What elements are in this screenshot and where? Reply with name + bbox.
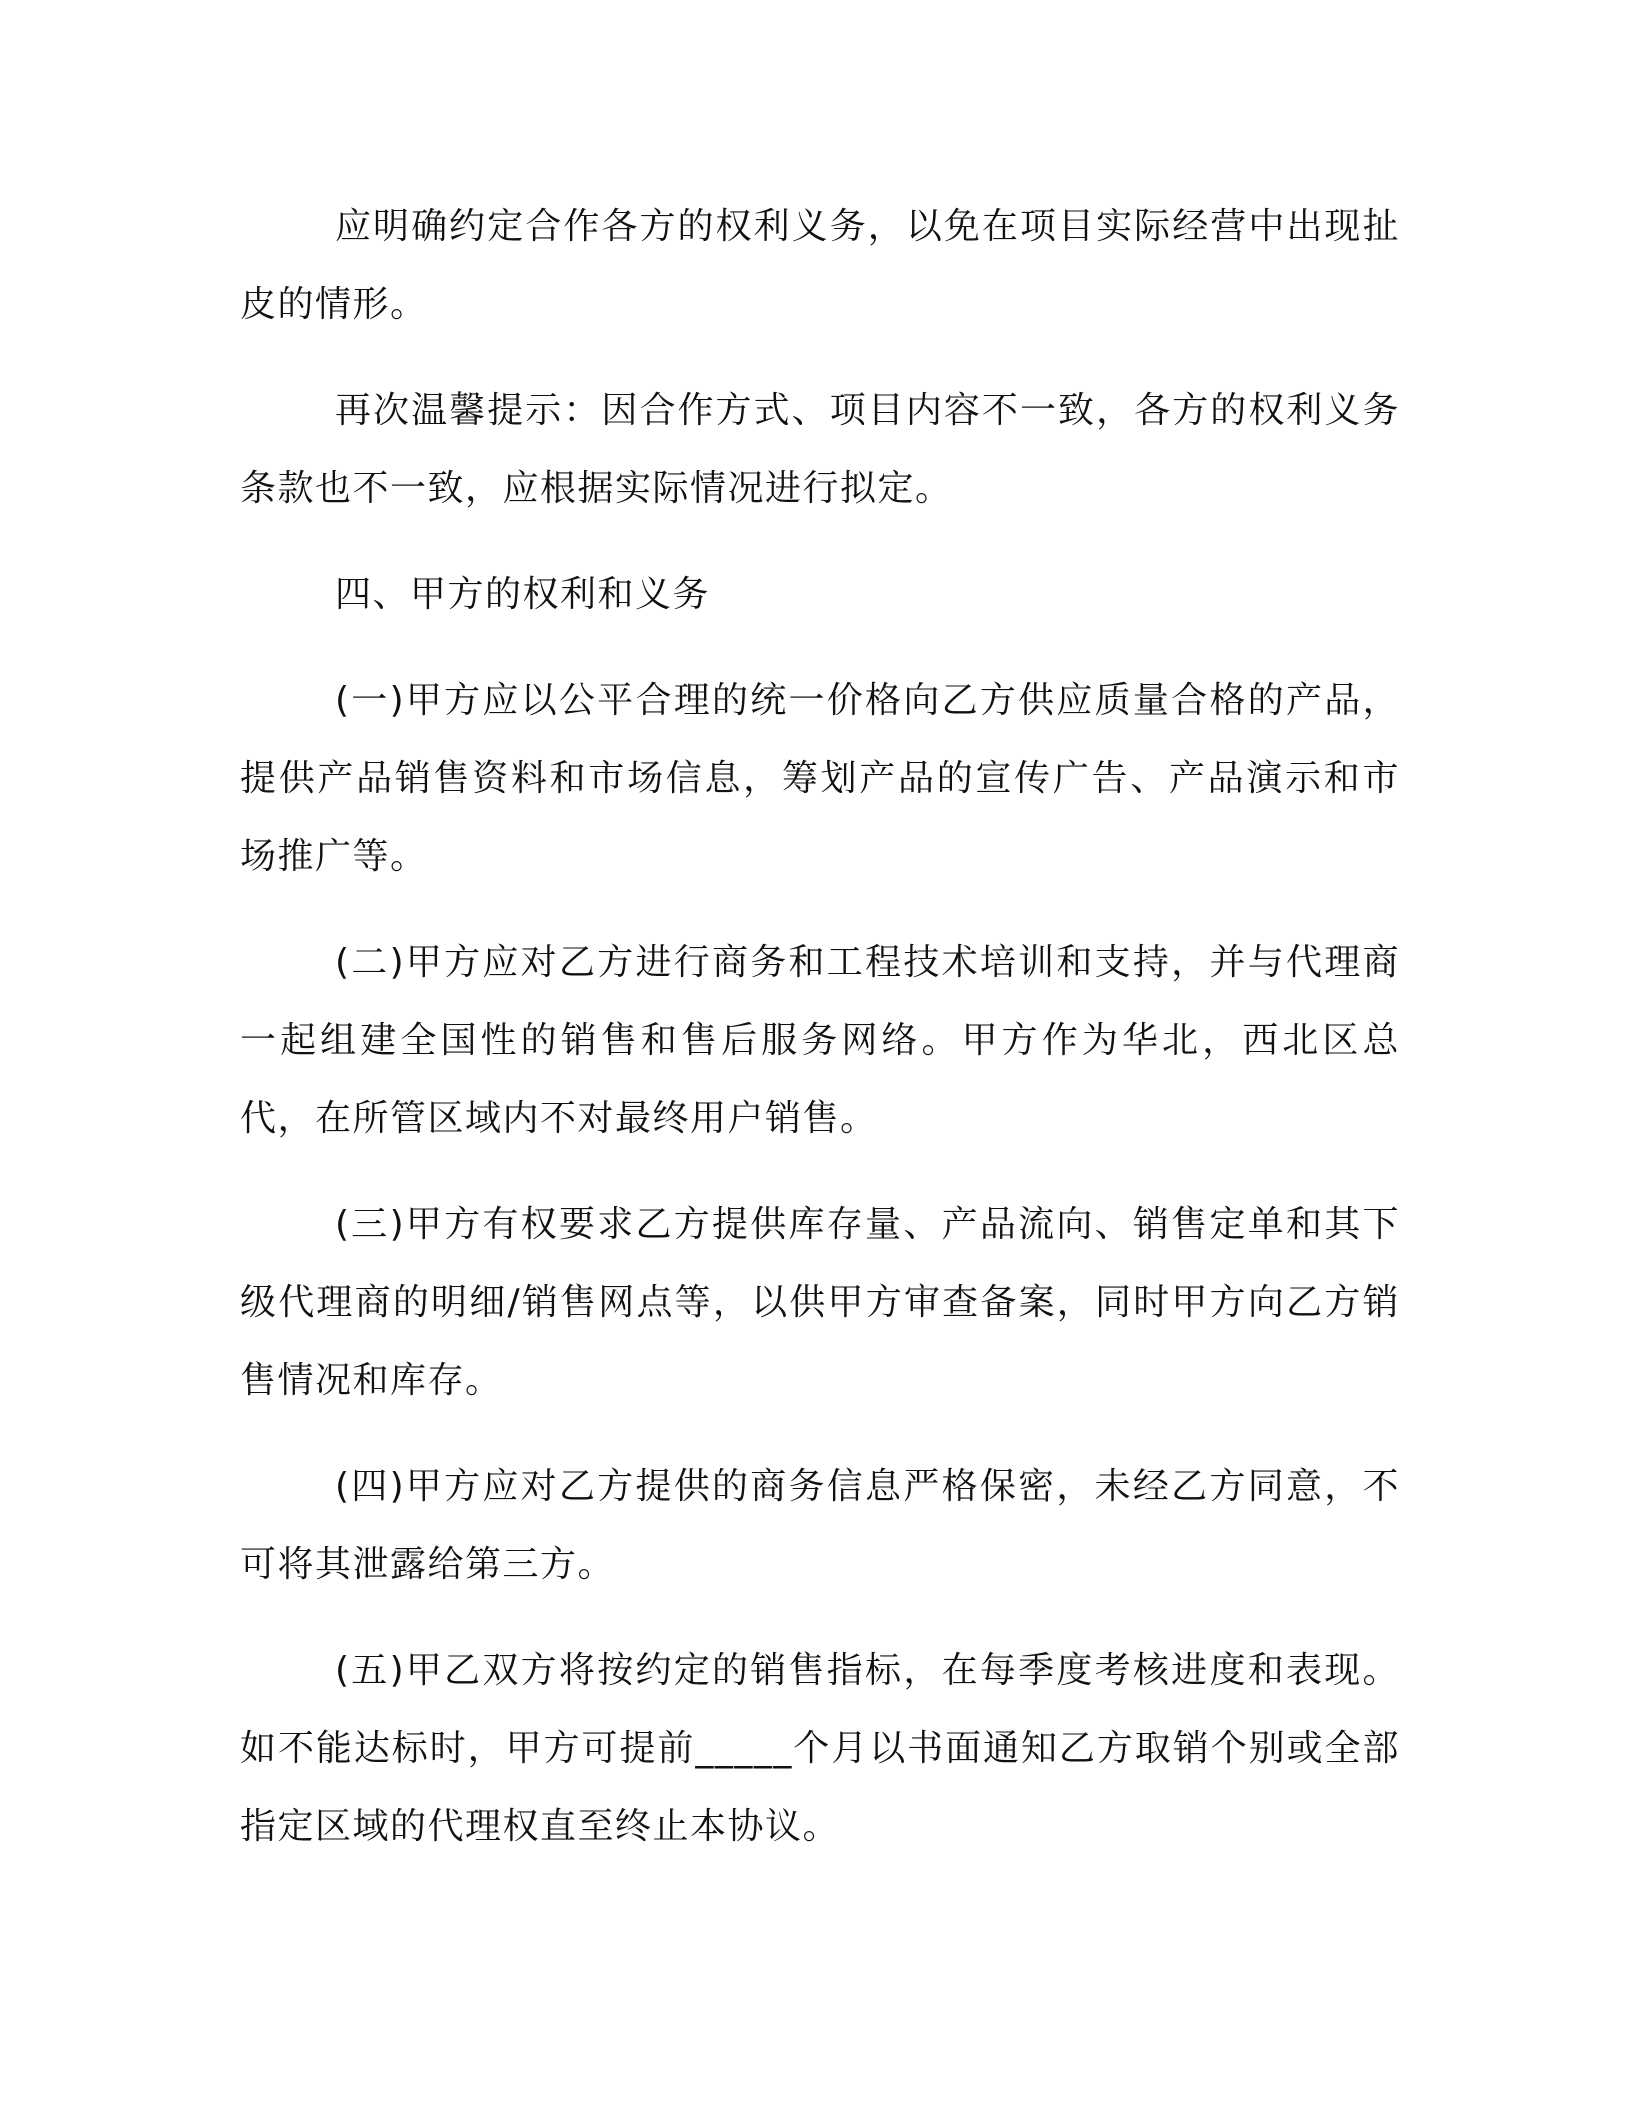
clause-5: (五)甲乙双方将按约定的销售指标，在每季度考核进度和表现。如不能达标时，甲方可提前_____个月以书面通知乙方取销个别或全部指定区域的代理权直至终止本协议。 [240,1650,1400,1847]
clause-4: (四)甲方应对乙方提供的商务信息严格保密，未经乙方同意，不可将其泄露给第三方。 [240,1466,1400,1585]
section-heading-party-a: 四、甲方的权利和义务 [335,574,711,615]
clause-1: (一)甲方应以公平合理的统一价格向乙方供应质量合格的产品，提供产品销售资料和市场信息，筹划产品的宣传广告、产品演示和市场推广等。 [240,680,1400,877]
document-body [240,188,1400,1894]
clause-2: (二)甲方应对乙方进行商务和工程技术培训和支持，并与代理商一起组建全国性的销售和售后服务网络。甲方作为华北，西北区总代，在所管区域内不对最终用户销售。 [240,942,1400,1139]
clause-3: (三)甲方有权要求乙方提供库存量、产品流向、销售定单和其下级代理商的明细/销售网点等，以供甲方审查备案，同时甲方向乙方销售情况和库存。 [240,1204,1400,1401]
paragraph-rights-obligations-intro: 应明确约定合作各方的权利义务，以免在项目实际经营中出现扯皮的情形。 [240,206,1400,325]
paragraph-reminder: 再次温馨提示：因合作方式、项目内容不一致，各方的权利义务条款也不一致，应根据实际情况进行拟定。 [240,390,1400,509]
